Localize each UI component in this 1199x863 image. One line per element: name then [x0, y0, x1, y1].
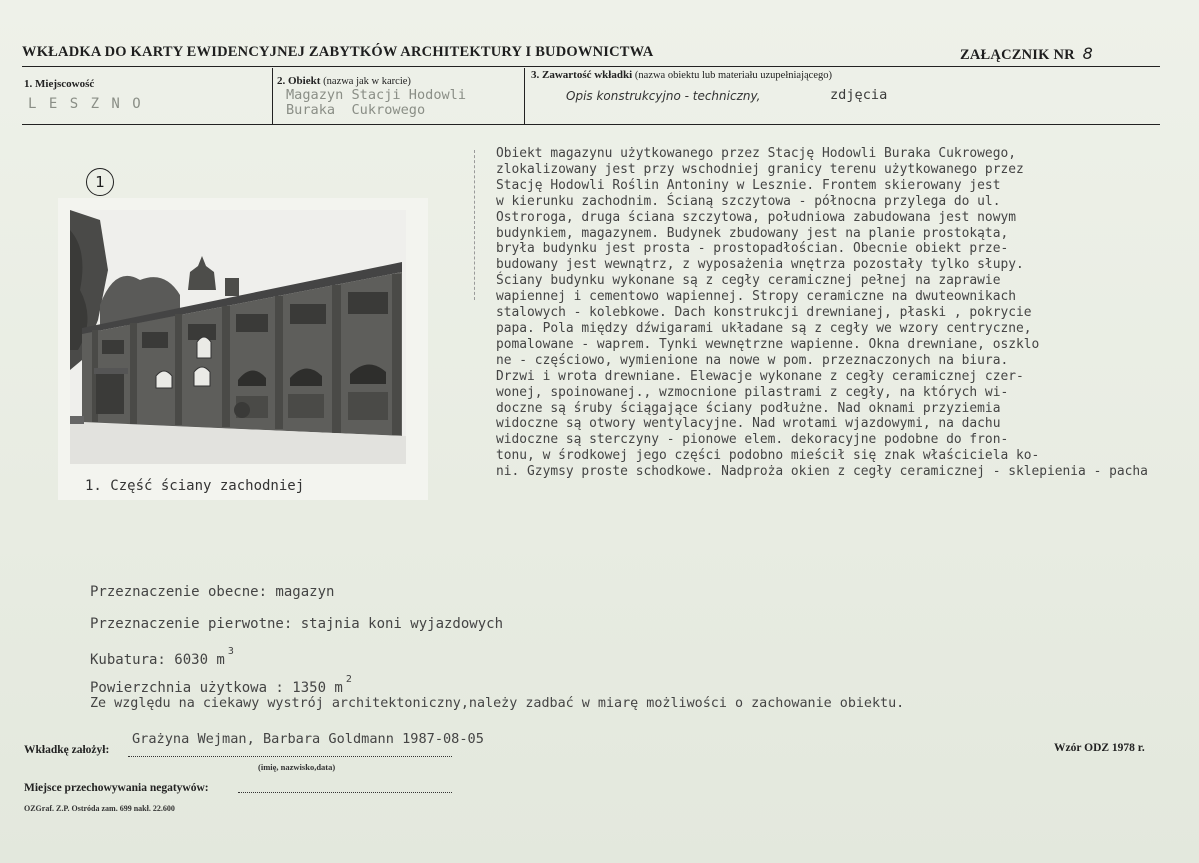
building-photo [70, 210, 406, 464]
volume-exponent: 3 [227, 646, 234, 657]
annex-label [960, 44, 1093, 64]
description-line: budynkiem, magazynem. Budynek zbudowany jest na planie prostokąta, [496, 225, 1009, 241]
object-value-line1: Magazyn Stacji Hodowli [286, 87, 467, 103]
author-hint: (imię, nazwisko,data) [258, 762, 336, 772]
storage-label: Miejsce przechowywania negatywów: [24, 782, 209, 794]
conservation-note: Ze względu na ciekawy wystrój architektoniczny,należy zadbać w miarę możliwości o zachowanie obiektu. [90, 696, 905, 711]
header-top-rule [22, 66, 1160, 67]
description-line: tonu, w środkowej jego części podobno mieścił się znak właściciela ko- [496, 448, 1040, 464]
volume-text: Kubatura: 6030 m [90, 652, 225, 668]
author-line [128, 756, 452, 757]
storage-line [238, 792, 452, 793]
area-exponent: 2 [345, 674, 352, 685]
current-use: Przeznaczenie obecne: magazyn [90, 584, 335, 600]
content-label-text: 3. Zawartość wkładki [531, 69, 633, 81]
description-line: widoczne są sterczyny - pionowe elem. dekoracyjne podobne do fron- [496, 432, 1009, 448]
description-line: wonej, spoinowanej., wzmocnione pilastrami z cegły, na których wi- [496, 384, 1009, 400]
object-label-text: 2. Obiekt [277, 75, 321, 87]
sheet-title: WKŁADKA DO KARTY EWIDENCYJNEJ ZABYTKÓW ARCHITEKTURY I BUDOWNICTWA [22, 44, 654, 60]
content-value-handwritten: Opis konstrukcyjno - techniczny, [566, 89, 761, 103]
object-label [277, 75, 411, 87]
field-divider-2 [524, 68, 525, 124]
annex-label-text: ZAŁĄCZNIK NR [960, 47, 1075, 63]
original-use: Przeznaczenie pierwotne: stajnia koni wyjazdowych [90, 616, 504, 632]
locality-value: L E S Z N O [28, 96, 143, 112]
description-line: pomalowane - waprem. Tynki wewnętrzne wapienne. Okna drewniane, oszklo [496, 336, 1040, 352]
description-block [496, 146, 1176, 480]
author-label: Wkładkę założył: [24, 744, 110, 756]
description-line: bryła budynku jest prosta - prostopadłościan. Obecnie obiekt prze- [496, 241, 1009, 257]
description-line: widoczne są otwory wentylacyjne. Nad wrotami wjazdowymi, na dachu [496, 416, 1001, 432]
description-line: zlokalizowany jest przy wschodniej granicy terenu użytkowanego przez [496, 161, 1024, 177]
photo-caption: 1. Część ściany zachodniej [85, 478, 305, 494]
header-bottom-rule [22, 124, 1160, 125]
description-line: Ostroroga, druga ściana szczytowa, południowa zabudowana jest nowym [496, 209, 1016, 225]
locality-label: 1. Miejscowość [24, 78, 95, 90]
volume [90, 646, 234, 668]
warehouse-photo-image [70, 210, 406, 464]
description-line: stalowych - kolebkowe. Dach konstrukcji drewnianej, płaski , pokrycie [496, 305, 1032, 321]
photo-number-circle: 1 [86, 168, 114, 196]
usable-area [90, 674, 352, 696]
description-line: doczne są śruby ściągające ściany podłużne. Nad oknami przyziemia [496, 400, 1001, 416]
description-line: budowany jest wewnątrz, z wyposażenia wnętrza pozostały tylko słupy. [496, 257, 1024, 273]
description-line: papa. Pola między dźwigarami układane są z cegły we wzory centryczne, [496, 320, 1032, 336]
object-label-note: (nazwa jak w karcie) [323, 76, 411, 87]
content-label [531, 69, 832, 81]
description-line: Drzwi i wrota drewniane. Elewacje wykonane z cegły ceramicznej czer- [496, 368, 1024, 384]
field-divider-1 [272, 68, 273, 124]
content-label-note: (nazwa obiektu lub materiału uzupełniającego) [634, 70, 832, 81]
content-value-typed: zdjęcia [830, 87, 888, 103]
description-line: ni. Gzymsy proste schodkowe. Nadproża okien z cegły ceramicznej - sklepienia - pacha [496, 464, 1148, 480]
description-line: ne - częściowo, wymienione na nowe w pom. przeznaczonych na biura. [496, 352, 1009, 368]
object-value-line2: Buraka Cukrowego [286, 102, 426, 118]
description-line: Obiekt magazynu użytkowanego przez Stację Hodowli Buraka Cukrowego, [496, 146, 1016, 161]
description-line: Stację Hodowli Roślin Antoniny w Lesznie. Frontem skierowany jest [496, 177, 1001, 193]
description-line: w kierunku zachodnim. Ścianą szczytowa - północna przylega do ul. [496, 193, 1001, 209]
margin-dash [474, 150, 475, 300]
description-line: wapiennej i cementowo wapiennej. Stropy ceramiczne na dwuteownikach [496, 289, 1016, 305]
form-code: Wzór ODZ 1978 r. [1054, 742, 1145, 754]
area-text: Powierzchnia użytkowa : 1350 m [90, 680, 343, 696]
description-line: Ściany budynku wykonane są z cegły ceramicznej pełnej na zaprawie [496, 273, 1001, 289]
annex-number: 8 [1082, 44, 1094, 63]
printer-info: OZGraf. Z.P. Ostróda zam. 699 nakł. 22.600 [24, 804, 175, 813]
author-value: Grażyna Wejman, Barbara Goldmann 1987-08-05 [132, 731, 484, 747]
